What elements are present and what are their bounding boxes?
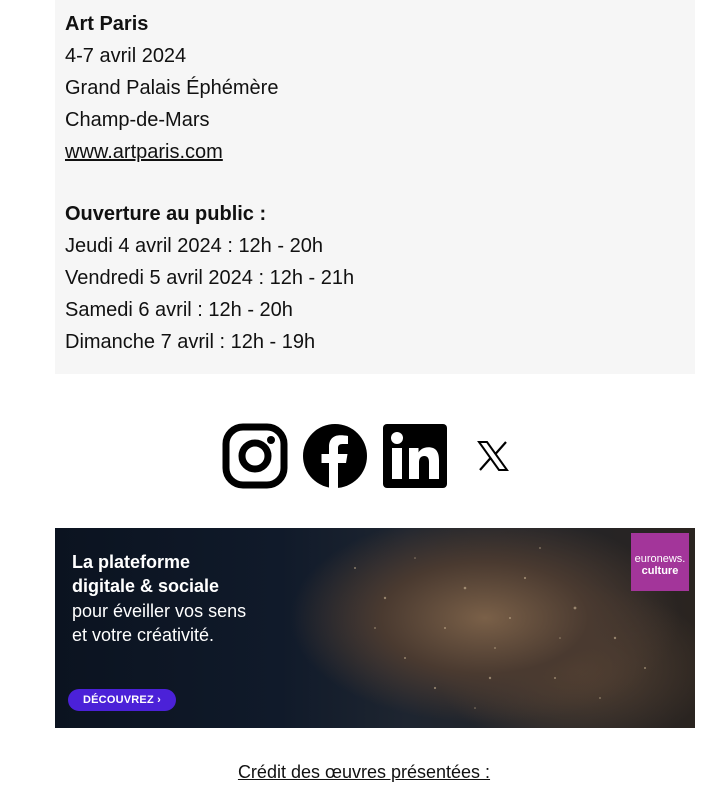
discover-button[interactable]: DÉCOUVREZ › [68,689,176,711]
event-dates: 4-7 avril 2024 [65,45,187,67]
event-name: Art Paris [65,13,149,35]
event-venue: Grand Palais Éphémère [65,77,279,99]
banner-headline-line: La plateforme [72,552,191,572]
instagram-icon[interactable] [222,423,288,489]
x-icon[interactable] [476,439,510,473]
euronews-culture-banner[interactable] [55,528,695,728]
facebook-icon[interactable] [302,423,368,489]
euronews-culture-logo [631,533,689,591]
banner-headline-line: digitale & sociale [72,576,220,596]
banner-headline [72,550,219,598]
linkedin-icon[interactable] [382,423,448,489]
artwork-credit [0,762,728,783]
event-website-link[interactable]: www.artparis.com [65,141,223,163]
hours-day: Samedi 6 avril : 12h - 20h [65,299,293,321]
event-location: Champ-de-Mars [65,109,210,131]
banner-subtitle-line: et votre créativité. [72,625,215,645]
credit-link[interactable]: Crédit des œuvres présentées : [237,762,491,782]
banner-subtitle-line: pour éveiller vos sens [72,601,247,621]
social-links [222,423,522,489]
hours-day: Jeudi 4 avril 2024 : 12h - 20h [65,235,323,257]
hours-day: Dimanche 7 avril : 12h - 19h [65,331,316,353]
banner-subtitle [72,599,246,647]
hours-day: Vendredi 5 avril 2024 : 12h - 21h [65,267,355,289]
logo-line: euronews. [634,553,686,565]
hours-heading: Ouverture au public : [65,203,267,225]
event-info-panel [55,0,695,374]
logo-line: culture [641,565,679,577]
